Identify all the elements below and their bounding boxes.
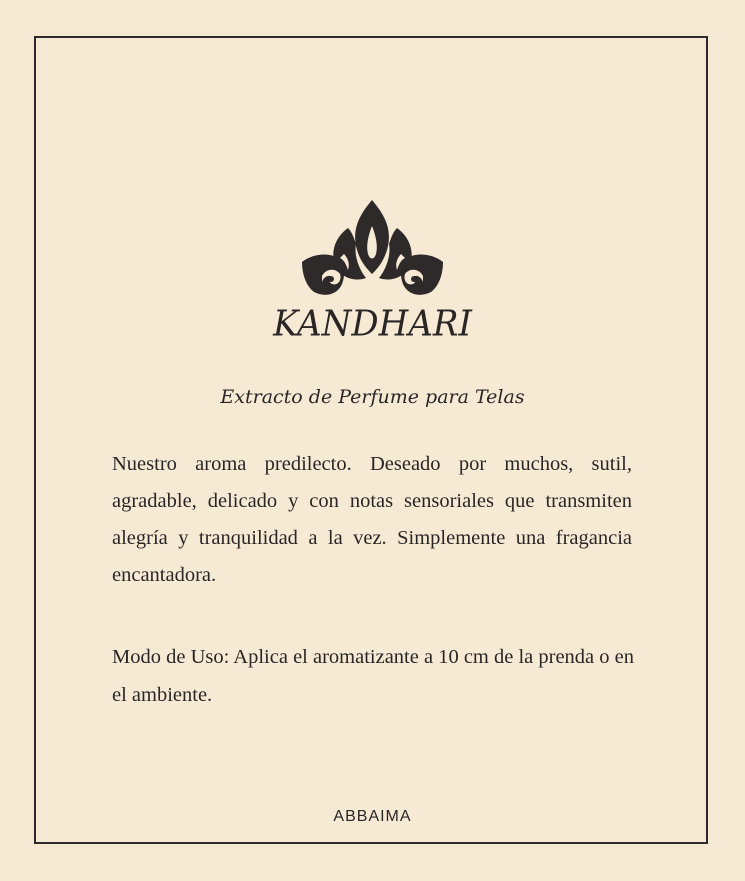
footer-maker: ABBAIMA <box>333 808 412 825</box>
usage-instructions: Modo de Uso: Aplica el aromatizante a 10 cm de la prenda o en el ambiente. <box>112 646 634 706</box>
lotus-flower-icon <box>300 198 445 300</box>
product-subtitle: Extracto de Perfume para Telas <box>220 386 525 408</box>
product-description: Nuestro aroma predilecto. Deseado por muchos, sutil, agradable, delicado y con notas sensoriales que transmiten alegría y tranquilidad a la vez. Simplemente una fragancia encantadora. <box>112 453 632 586</box>
brand-name: KANDHARI <box>273 303 472 345</box>
label-frame <box>34 36 708 844</box>
